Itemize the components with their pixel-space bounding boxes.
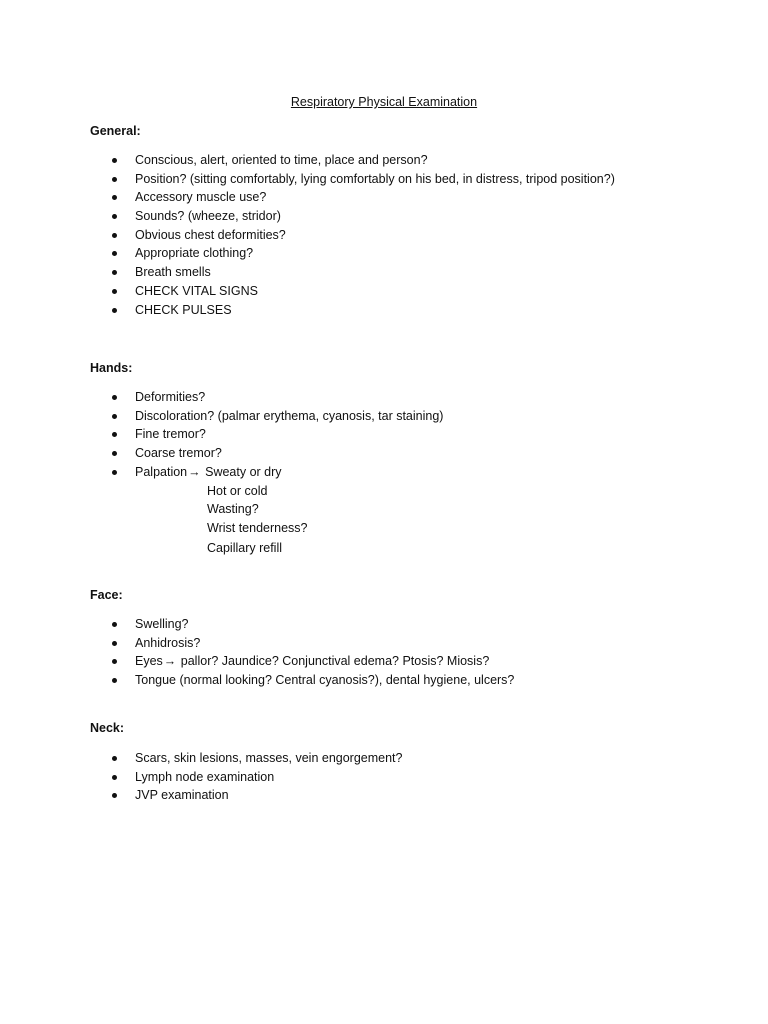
bullet-icon: [112, 678, 117, 683]
bullet-icon: [112, 158, 117, 163]
section-heading-general: General:: [90, 124, 141, 138]
hands-list: [90, 389, 443, 482]
list-item: Lymph node examination: [90, 769, 403, 788]
arrow-right-icon: →: [163, 654, 177, 669]
list-item: Breath smells: [90, 264, 615, 283]
bullet-icon: [112, 451, 117, 456]
list-item: Anhidrosis?: [90, 635, 514, 654]
bullet-icon: [112, 641, 117, 646]
general-list: [90, 152, 615, 320]
list-item: Deformities?: [90, 389, 443, 408]
list-item: JVP examination: [90, 787, 403, 806]
list-item: Fine tremor?: [90, 426, 443, 445]
bullet-icon: [112, 659, 117, 664]
neck-list: [90, 750, 403, 806]
bullet-icon: [112, 177, 117, 182]
list-item: Swelling?: [90, 616, 514, 635]
bullet-icon: [112, 756, 117, 761]
palpation-sub-item: Capillary refill: [207, 541, 283, 555]
bullet-icon: [112, 395, 117, 400]
bullet-icon: [112, 195, 117, 200]
section-heading-hands: Hands:: [90, 361, 133, 375]
list-item-palpation: Palpation→ Sweaty or dry: [90, 464, 443, 483]
list-item: CHECK VITAL SIGNS: [90, 283, 615, 302]
section-heading-neck: Neck:: [90, 721, 125, 735]
arrow-right-icon: →: [188, 464, 201, 479]
bullet-icon: [112, 251, 117, 256]
list-item: Tongue (normal looking? Central cyanosis?), dental hygiene, ulcers?: [90, 672, 514, 691]
page-title: Respiratory Physical Examination: [290, 95, 478, 109]
list-item: Obvious chest deformities?: [90, 227, 615, 246]
list-item: Scars, skin lesions, masses, vein engorgement?: [90, 750, 403, 769]
list-item: Sounds? (wheeze, stridor): [90, 208, 615, 227]
bullet-icon: [112, 622, 117, 627]
list-item: Coarse tremor?: [90, 445, 443, 464]
bullet-icon: [112, 289, 117, 294]
face-list: [90, 616, 514, 691]
bullet-icon: [112, 432, 117, 437]
bullet-icon: [112, 470, 117, 475]
list-item: Conscious, alert, oriented to time, place and person?: [90, 152, 615, 171]
bullet-icon: [112, 775, 117, 780]
palpation-sub-item: Hot or cold: [207, 484, 268, 498]
list-item: Position? (sitting comfortably, lying comfortably on his bed, in distress, tripod position?): [90, 171, 615, 190]
bullet-icon: [112, 214, 117, 219]
list-item: CHECK PULSES: [90, 302, 615, 321]
section-heading-face: Face:: [90, 588, 123, 602]
bullet-icon: [112, 414, 117, 419]
list-item-eyes: Eyes→ pallor? Jaundice? Conjunctival edema? Ptosis? Miosis?: [90, 653, 514, 672]
list-item: Accessory muscle use?: [90, 189, 615, 208]
palpation-sub-item: Wasting?: [207, 502, 259, 516]
list-item: Appropriate clothing?: [90, 245, 615, 264]
list-item: Discoloration? (palmar erythema, cyanosis, tar staining): [90, 408, 443, 427]
bullet-icon: [112, 793, 117, 798]
palpation-sub-item: Wrist tenderness?: [207, 521, 308, 535]
bullet-icon: [112, 233, 117, 238]
bullet-icon: [112, 270, 117, 275]
bullet-icon: [112, 308, 117, 313]
